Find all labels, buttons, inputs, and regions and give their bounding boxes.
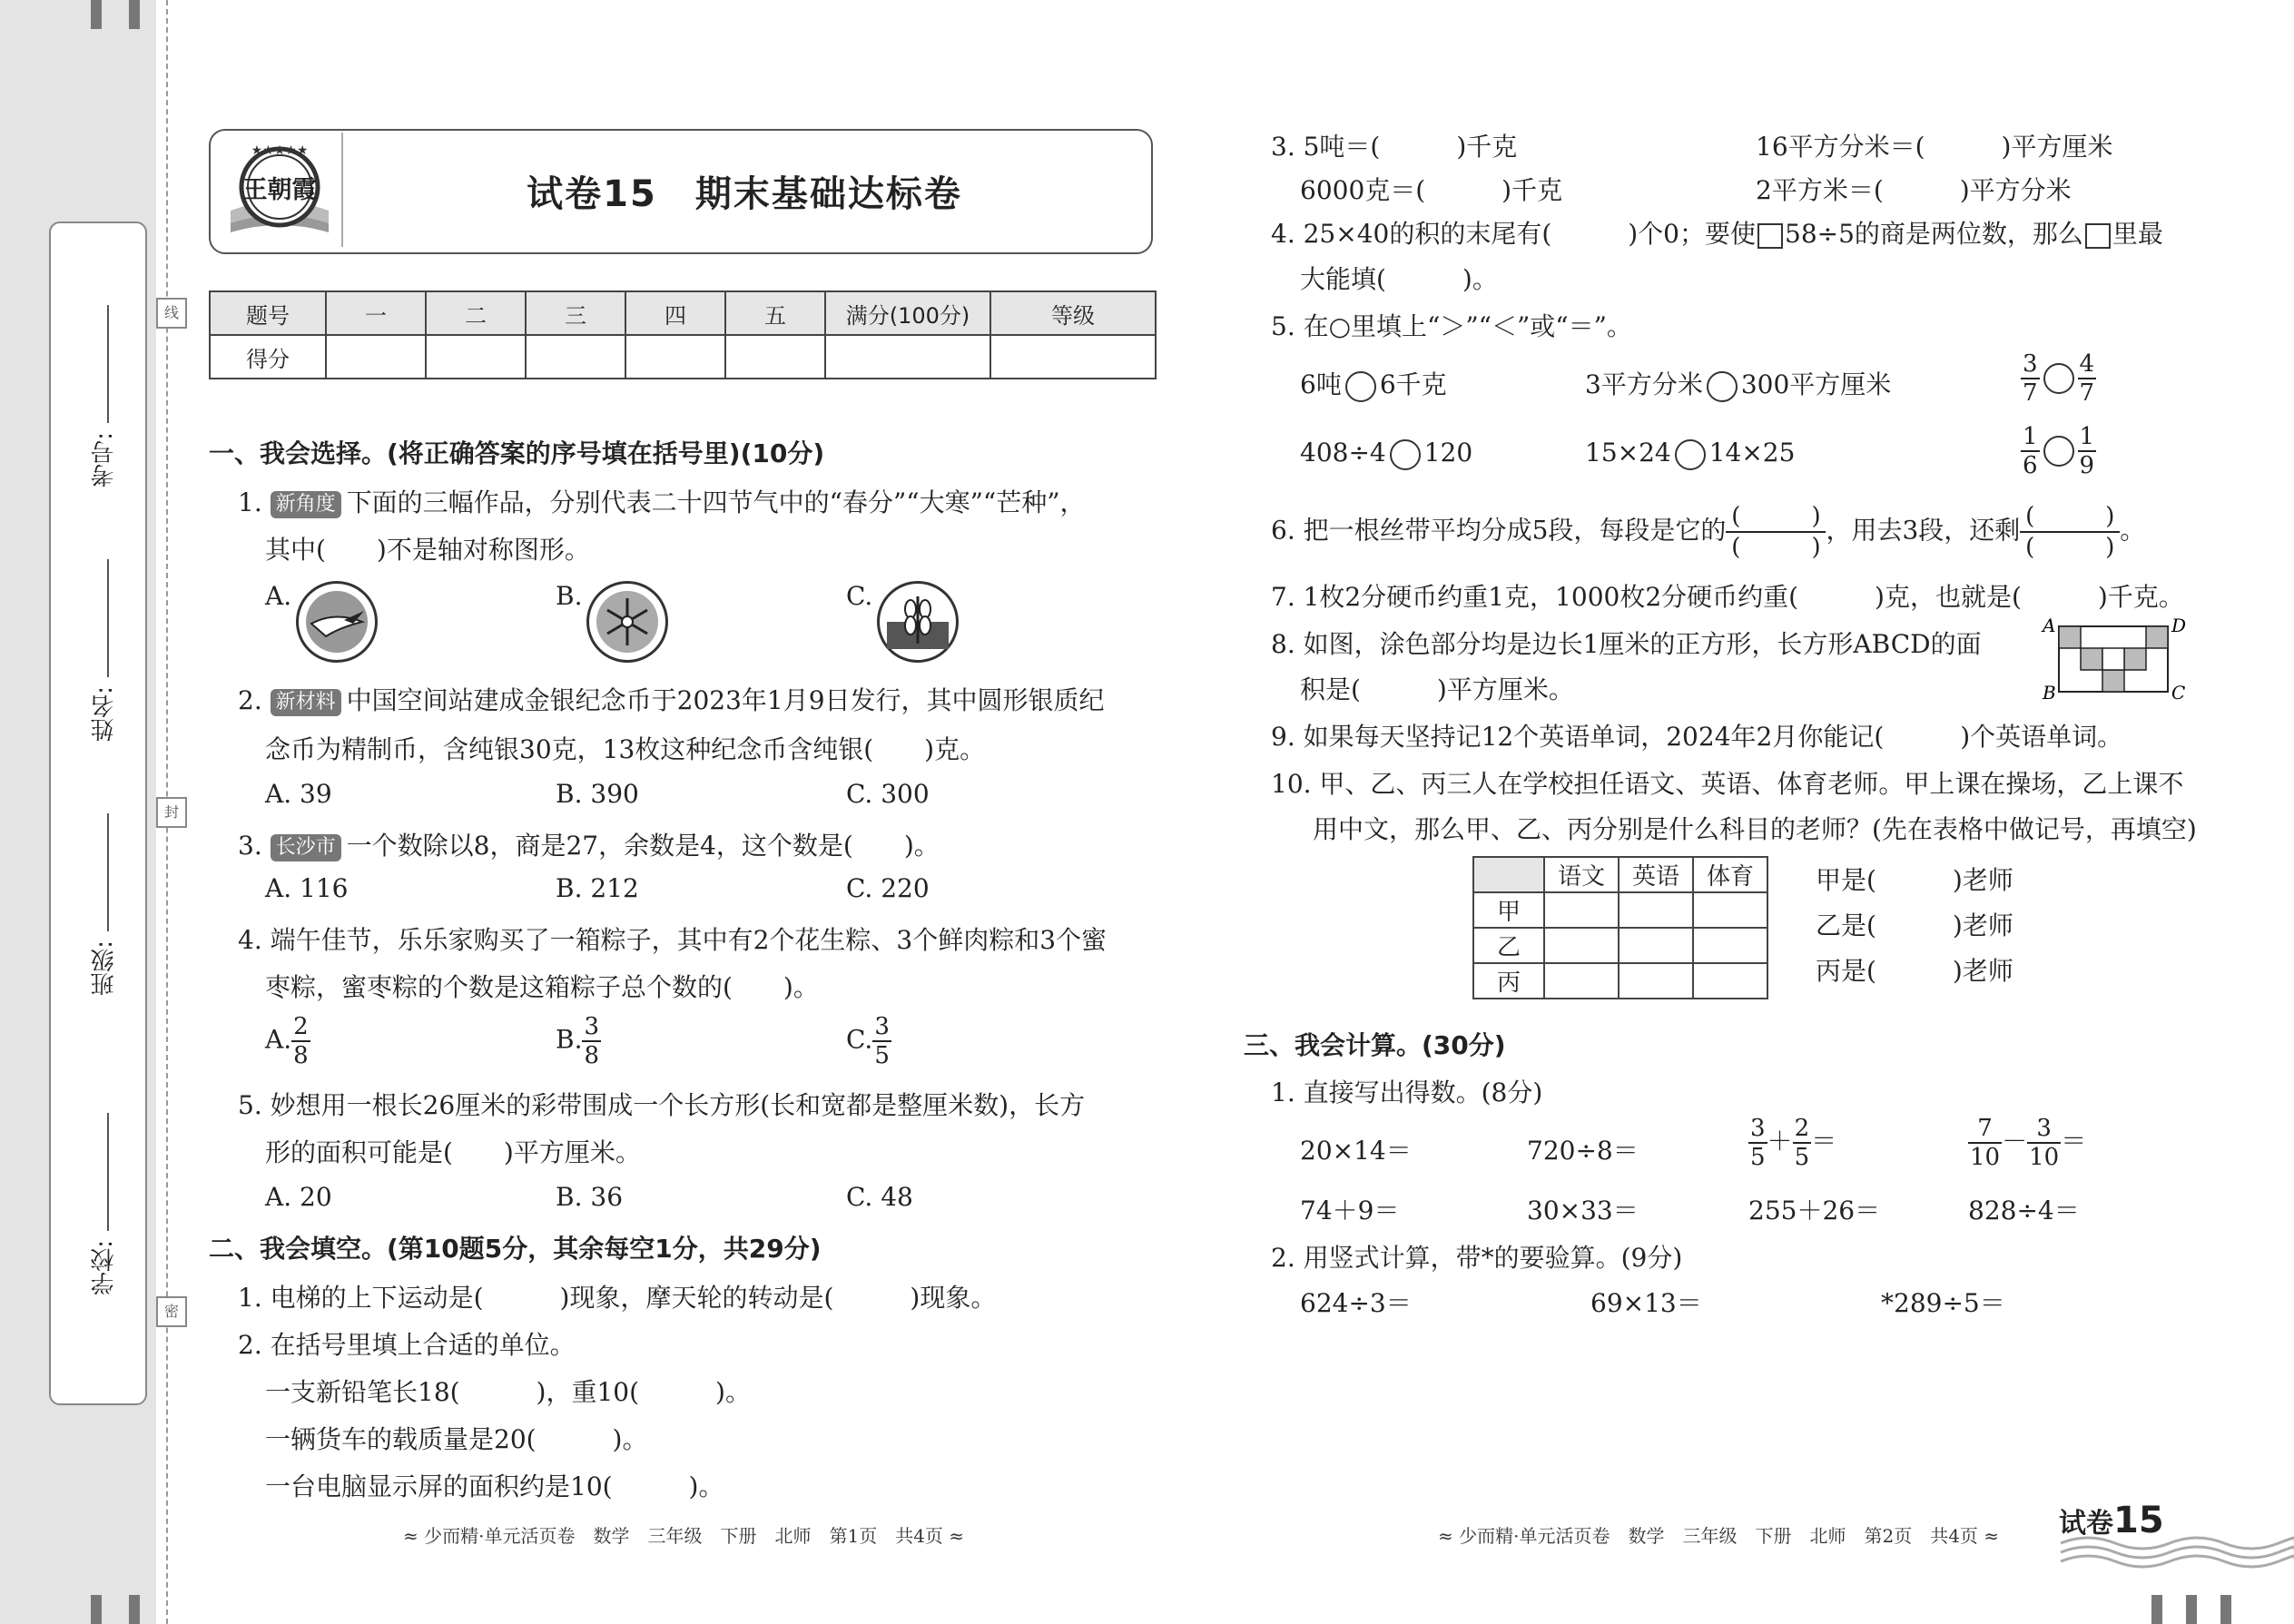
calc-item: 20×14＝	[1300, 1136, 1412, 1166]
calc-item: 828÷4＝	[1968, 1196, 2080, 1225]
question-3-1: 1. 直接写出得数。(8分)	[1271, 1078, 1543, 1107]
question-1-1: 1. 新角度 下面的三幅作品，分别代表二十四节气中的“春分”“大寒”“芒种”，	[238, 487, 1086, 517]
mark-cell[interactable]	[1693, 892, 1767, 928]
school-label: 学校:	[91, 1240, 118, 1295]
option-a: A.	[265, 581, 292, 611]
calc-item: $\frac{7}{10}$ － $\frac{3}{10}$ ＝	[1970, 1115, 2087, 1171]
registration-mark	[91, 0, 102, 29]
option-c: C. 48	[846, 1182, 913, 1212]
footer-left: ≈ 少而精·单元活页卷 数学 三年级 下册 北师 第1页 共4页 ≈	[403, 1525, 965, 1547]
question-2-9: 9. 如果每天坚持记12个英语单词，2024年2月你能记( )个英语单词。	[1271, 722, 2123, 752]
question-2-3d: 2平方米＝( )平方分米	[1756, 175, 2072, 205]
mark-cell[interactable]	[1693, 963, 1767, 999]
question-2-5: 5. 在○里填上“＞”“＜”或“＝”。	[1271, 311, 1632, 341]
blank-square-icon	[2085, 223, 2111, 249]
name-label: 姓名:	[91, 686, 118, 742]
option-a: A. $\frac{2}{8}$	[265, 1013, 309, 1069]
svg-text:D: D	[2171, 615, 2187, 636]
option-b: B. $\frac{3}{8}$	[556, 1013, 600, 1069]
snowflake-emblem-icon[interactable]	[586, 581, 668, 663]
question-1-5: 5. 妙想用一根长26厘米的彩带围成一个长方形(长和宽都是整厘米数)，长方	[238, 1090, 1086, 1120]
subject-header: 语文	[1544, 857, 1619, 892]
answer-yi: 乙是( )老师	[1816, 910, 2013, 940]
score-header: 五	[725, 291, 825, 335]
question-1-4-line2: 枣粽，蜜枣粽的个数是这箱粽子总个数的( )。	[265, 972, 819, 1002]
score-cell[interactable]	[725, 335, 825, 379]
question-2-4: 4. 25×40的积的末尾有( )个0；要使 58÷5的商是两位数，那么 里最	[1271, 219, 2163, 249]
blank-square-icon	[1757, 223, 1783, 249]
option-c: C. 220	[846, 873, 930, 903]
calc-item: 30×33＝	[1527, 1196, 1639, 1225]
exam-number-line[interactable]	[107, 305, 109, 423]
option-b: B. 212	[556, 873, 639, 903]
question-1-1-line2: 其中( )不是轴对称图形。	[265, 535, 590, 565]
score-header: 题号	[210, 291, 326, 335]
mark-cell[interactable]	[1544, 892, 1619, 928]
option-a: A. 20	[265, 1182, 332, 1212]
compare-e: 15×24 14×25	[1585, 438, 1795, 470]
score-header: 满分(100分)	[825, 291, 990, 335]
mark-cell[interactable]	[1619, 963, 1693, 999]
cut-mark-secret: 密	[156, 1296, 187, 1327]
svg-text:A: A	[2043, 615, 2056, 636]
option-c: C.	[846, 581, 873, 611]
score-header: 二	[426, 291, 526, 335]
exam-number-label: 考号:	[91, 432, 118, 487]
compare-circle[interactable]	[1345, 371, 1376, 402]
name-line[interactable]	[107, 559, 109, 677]
score-header: 一	[326, 291, 426, 335]
score-cell[interactable]	[990, 335, 1156, 379]
page-number-tag: 试卷15	[2059, 1500, 2164, 1541]
option-b: B. 36	[556, 1182, 624, 1212]
option-c: C. 300	[846, 779, 930, 809]
option-a: A. 39	[265, 779, 332, 809]
score-cell[interactable]	[326, 335, 426, 379]
fraction-blank[interactable]: $\frac{( )}{( )}$	[1726, 505, 1826, 559]
calc-item: $\frac{3}{5}$ ＋ $\frac{2}{5}$ ＝	[1750, 1115, 1837, 1171]
question-2-2: 2. 在括号里填上合适的单位。	[238, 1330, 576, 1360]
question-1-2: 2. 新材料 中国空间站建成金银纪念币于2023年1月9日发行，其中圆形银质纪	[238, 685, 1105, 715]
calc-item: 720÷8＝	[1527, 1136, 1639, 1166]
question-1-2-line2: 念币为精制币，含纯银30克，13枚这种纪念币含纯银( )克。	[265, 734, 986, 764]
score-cell[interactable]	[825, 335, 990, 379]
question-2-3b: 16平方分米＝( )平方厘米	[1756, 132, 2113, 162]
cut-mark-line: 线	[156, 298, 187, 329]
mark-cell[interactable]	[1693, 928, 1767, 963]
question-2-7: 7. 1枚2分硬币约重1克，1000枚2分硬币约重( )克，也就是( )千克。	[1271, 582, 2184, 612]
cut-mark-seal: 封	[156, 797, 187, 828]
person-label: 乙	[1473, 928, 1544, 963]
registration-mark	[129, 0, 140, 29]
registration-mark	[2220, 1595, 2231, 1624]
rectangle-abcd-figure	[2039, 615, 2187, 706]
wheat-emblem-icon[interactable]	[877, 581, 959, 663]
question-1-4: 4. 端午佳节，乐乐家购买了一箱粽子，其中有2个花生粽、3个鲜肉粽和3个蜜	[238, 925, 1108, 955]
score-cell[interactable]	[526, 335, 625, 379]
tag-badge: 长沙市	[271, 834, 341, 861]
question-2-2c: 一台电脑显示屏的面积约是10( )。	[265, 1471, 724, 1501]
section-3-title: 三、我会计算。(30分)	[1244, 1030, 1506, 1060]
class-label: 班级:	[91, 940, 118, 996]
question-2-2b: 一辆货车的载质量是20( )。	[265, 1424, 648, 1454]
question-2-4-line2: 大能填( )。	[1300, 264, 1498, 294]
mark-cell[interactable]	[1619, 928, 1693, 963]
compare-circle[interactable]	[1675, 439, 1706, 470]
compare-circle[interactable]	[2043, 363, 2074, 394]
score-cell[interactable]	[625, 335, 725, 379]
answer-jia: 甲是( )老师	[1816, 865, 2013, 895]
mark-cell[interactable]	[1544, 963, 1619, 999]
logo-text: 王朝霞	[242, 176, 317, 204]
mark-cell[interactable]	[1544, 928, 1619, 963]
footer-right: ≈ 少而精·单元活页卷 数学 三年级 下册 北师 第2页 共4页 ≈	[1438, 1525, 2000, 1547]
calc-item: 624÷3＝	[1300, 1288, 1412, 1318]
question-2-1: 1. 电梯的上下运动是( )现象，摩天轮的转动是( )现象。	[238, 1283, 997, 1313]
compare-circle[interactable]	[1390, 439, 1421, 470]
option-b: B.	[556, 581, 583, 611]
swallow-emblem-icon[interactable]	[296, 581, 378, 663]
svg-text:C: C	[2171, 682, 2186, 704]
tag-badge: 新角度	[271, 491, 341, 518]
question-1-5-line2: 形的面积可能是( )平方厘米。	[265, 1137, 641, 1167]
question-2-2a: 一支新铅笔长18( )，重10( )。	[265, 1377, 751, 1407]
registration-mark	[2186, 1595, 2197, 1624]
option-b: B. 390	[556, 779, 639, 809]
score-header: 三	[526, 291, 625, 335]
question-2-3a: 3. 5吨＝( )千克	[1271, 132, 1518, 162]
compare-b: 3平方分米 300平方厘米	[1585, 365, 1891, 402]
option-a: A. 116	[265, 873, 349, 903]
section-1-title: 一、我会选择。(将正确答案的序号填在括号里)(10分)	[209, 438, 825, 468]
fraction-blank[interactable]: $\frac{( )}{( )}$	[2020, 505, 2120, 559]
registration-mark	[91, 1595, 102, 1624]
question-2-6: 6. 把一根丝带平均分成5段，每段是它的 $\frac{( )}{( )}$ ，用去3段，还剩 $\frac{( )}{( )}$ 。	[1271, 503, 2146, 561]
score-table	[209, 290, 1157, 379]
svg-text:★★★★★: ★★★★★	[251, 143, 309, 158]
section-2-title: 二、我会填空。(第10题5分，其余每空1分，共29分)	[209, 1234, 822, 1264]
page-title: 试卷15 期末基础达标卷	[527, 173, 962, 215]
score-row-label: 得分	[210, 335, 326, 379]
question-2-3c: 6000克＝( )千克	[1300, 175, 1563, 205]
table-corner	[1473, 857, 1544, 892]
calc-item: 255＋26＝	[1748, 1196, 1881, 1225]
person-label: 甲	[1473, 892, 1544, 928]
question-1-3: 3. 长沙市 一个数除以8，商是27，余数是4，这个数是( )。	[238, 831, 940, 861]
compare-circle[interactable]	[1707, 371, 1738, 402]
score-cell[interactable]	[426, 335, 526, 379]
subject-header: 体育	[1693, 857, 1767, 892]
question-2-8: 8. 如图，涂色部分均是边长1厘米的正方形，长方形ABCD的面	[1271, 629, 1982, 659]
answer-bing: 丙是( )老师	[1816, 956, 2013, 986]
class-line[interactable]	[107, 813, 109, 931]
tag-badge: 新材料	[271, 689, 341, 716]
student-info-box	[49, 221, 147, 1405]
compare-a: 6吨 6千克	[1300, 365, 1447, 402]
question-2-8-line2: 积是( )平方厘米。	[1300, 674, 1574, 704]
svg-text:B: B	[2043, 682, 2056, 704]
registration-mark	[129, 1595, 140, 1624]
person-label: 丙	[1473, 963, 1544, 999]
question-3-2: 2. 用竖式计算，带*的要验算。(9分)	[1271, 1243, 1683, 1273]
subject-header: 英语	[1619, 857, 1693, 892]
compare-f: $\frac{1}{6}$ $\frac{1}{9}$	[2023, 423, 2095, 479]
compare-c: $\frac{3}{7}$ $\frac{4}{7}$	[2023, 350, 2095, 407]
mark-cell[interactable]	[1619, 892, 1693, 928]
brand-logo	[222, 134, 338, 243]
question-2-10: 10. 甲、乙、丙三人在学校担任语文、英语、体育老师。甲上课在操场，乙上课不	[1271, 769, 2184, 799]
calc-item: 69×13＝	[1590, 1288, 1702, 1318]
calc-item: *289÷5＝	[1881, 1288, 2005, 1318]
registration-mark	[2151, 1595, 2162, 1624]
score-header: 等级	[990, 291, 1156, 335]
calc-item: 74＋9＝	[1300, 1196, 1400, 1225]
compare-d: 408÷4 120	[1300, 438, 1472, 470]
option-c: C. $\frac{3}{5}$	[846, 1013, 890, 1069]
score-header: 四	[625, 291, 725, 335]
question-2-10-line2: 用中文，那么甲、乙、丙分别是什么科目的老师？(先在表格中做记号，再填空)	[1313, 814, 2197, 844]
school-line[interactable]	[107, 1113, 109, 1231]
compare-circle[interactable]	[2043, 436, 2074, 467]
logo-divider	[341, 133, 343, 247]
teacher-subject-table	[1472, 856, 1768, 999]
